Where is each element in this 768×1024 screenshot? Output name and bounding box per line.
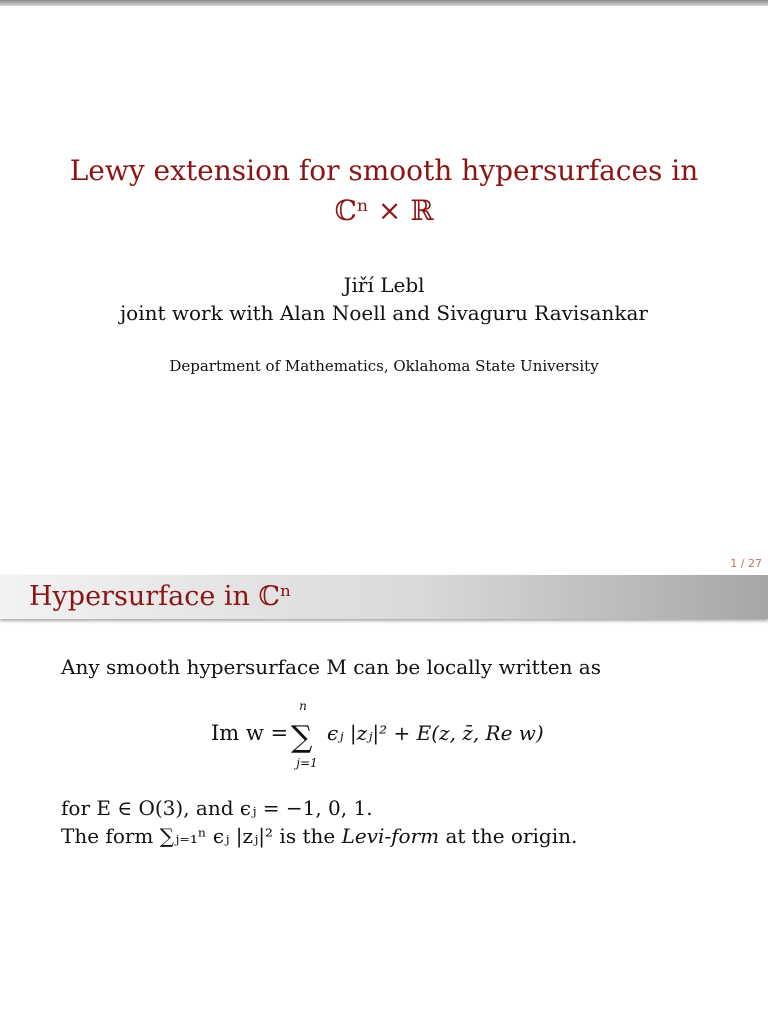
levi-form-term: Levi-form (341, 824, 440, 848)
condition-line: for E ∈ O(3), and ϵⱼ = −1, 0, 1. (61, 796, 373, 820)
author-block (0, 271, 768, 327)
levi-form-sum: ∑ⱼ₌₁ⁿ ϵⱼ |zⱼ|² (159, 824, 274, 848)
levi-form-line (61, 822, 577, 850)
collaborators: joint work with Alan Noell and Sivaguru Ravisankar (119, 301, 648, 325)
equation-rhs: ϵⱼ |zⱼ|² + E(z, z̄, Re w) (327, 721, 544, 745)
equation-svg (0, 700, 768, 780)
title-line-1: Lewy extension for smooth hypersurfaces in (69, 154, 699, 187)
page-number: 1 / 27 (730, 557, 762, 570)
levi-line-start: The form (61, 824, 154, 848)
frame-header (0, 575, 768, 619)
frame-title: Hypersurface in ℂⁿ (29, 581, 292, 612)
summation-symbol: ∑ (291, 720, 313, 755)
equation-block (0, 700, 768, 780)
intro-text: Any smooth hypersurface M can be locally written as (61, 655, 601, 679)
department: Department of Mathematics, Oklahoma State University (169, 357, 599, 375)
title-line-2: ℂⁿ × ℝ (334, 194, 434, 227)
title-slide (0, 6, 768, 575)
sum-upper-limit: n (299, 700, 307, 713)
author-name: Jiří Lebl (343, 273, 425, 297)
equation-lhs: Im w = (211, 721, 289, 745)
levi-line-end: at the origin. (445, 824, 578, 848)
sum-lower-limit: j=1 (296, 756, 318, 770)
presentation-title (40, 151, 728, 231)
levi-line-middle: is the (279, 824, 336, 848)
